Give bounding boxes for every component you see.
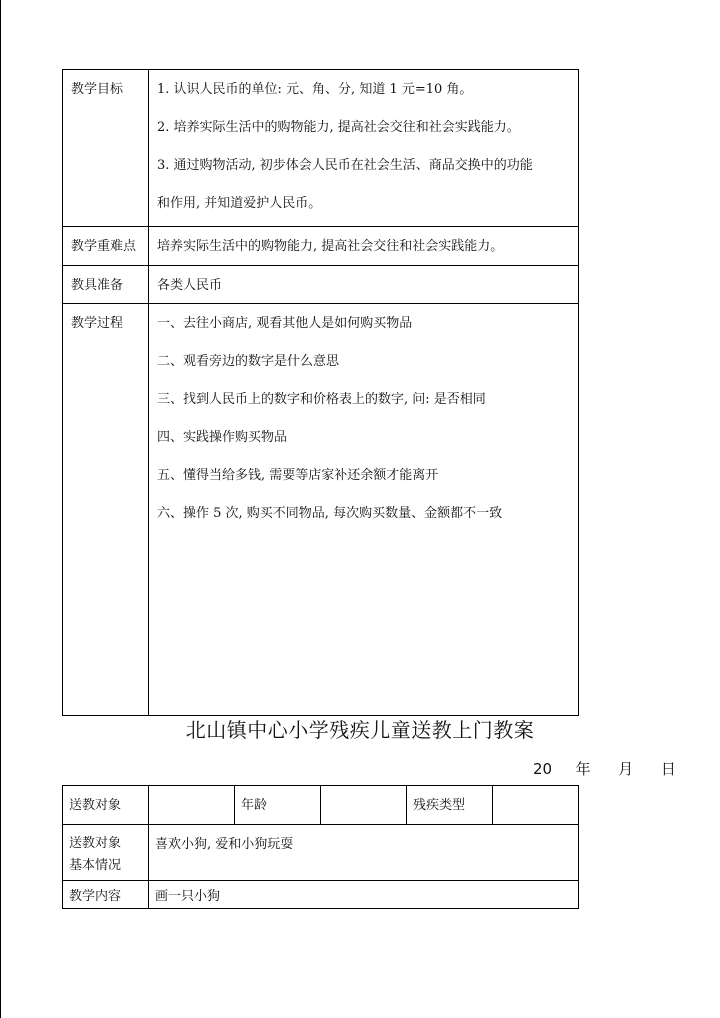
process-step: 三、找到人民币上的数字和价格表上的数字, 问: 是否相同 — [157, 392, 486, 407]
date-day: 日 — [660, 760, 676, 778]
basic-value-cell — [149, 825, 579, 881]
disability-value — [493, 786, 578, 794]
process-step: 五、懂得当给多钱, 需要等店家补还余额才能离开 — [157, 468, 439, 483]
process-step: 二、观看旁边的数字是什么意思 — [157, 354, 340, 369]
target-label: 送教对象 — [69, 798, 122, 813]
key-points-text: 培养实际生活中的购物能力, 提高社会交往和社会实践能力。 — [157, 239, 504, 254]
process-step: 四、实践操作购买物品 — [157, 430, 288, 445]
process-row — [63, 304, 579, 716]
goal-line: 2. 培养实际生活中的购物能力, 提高社会交往和社会实践能力。 — [157, 120, 520, 135]
content-label: 教学内容 — [69, 889, 122, 904]
age-value — [321, 786, 406, 794]
age-value-cell — [321, 786, 407, 825]
goals-label: 教学目标 — [71, 82, 124, 97]
goals-label-cell — [63, 70, 149, 227]
materials-label-cell — [63, 266, 149, 304]
process-label: 教学过程 — [71, 316, 124, 331]
goals-row — [63, 70, 579, 227]
basic-info-row — [63, 825, 579, 881]
page-left-edge — [0, 0, 1, 1018]
target-value-cell — [149, 786, 235, 825]
disability-label: 残疾类型 — [413, 798, 466, 813]
materials-text: 各类人民币 — [157, 278, 223, 293]
goals-cell — [149, 70, 579, 227]
target-value — [149, 786, 234, 794]
process-step: 六、操作 5 次, 购买不同物品, 每次购买数量、金额都不一致 — [157, 506, 503, 521]
date-line — [533, 758, 676, 779]
content-value-cell — [149, 881, 579, 909]
content-value: 画一只小狗 — [155, 889, 221, 904]
disability-value-cell — [493, 786, 579, 825]
basic-label-cell — [63, 825, 149, 881]
key-points-row — [63, 227, 579, 266]
materials-row — [63, 266, 579, 304]
materials-cell — [149, 266, 579, 304]
goal-line: 1. 认识人民币的单位: 元、角、分, 知道 1 元=10 角。 — [157, 82, 473, 97]
student-info-row — [63, 786, 579, 825]
age-label: 年龄 — [241, 798, 268, 813]
process-label-cell — [63, 304, 149, 716]
key-points-label: 教学重难点 — [71, 239, 137, 254]
document-title: 北山镇中心小学残疾儿童送教上门教案 — [185, 718, 535, 742]
target-label-cell — [63, 786, 149, 825]
basic-value: 喜欢小狗, 爱和小狗玩耍 — [155, 837, 294, 852]
date-year: 年 — [575, 760, 591, 778]
disability-label-cell — [407, 786, 493, 825]
key-points-label-cell — [63, 227, 149, 266]
materials-label: 教具准备 — [71, 278, 124, 293]
content-row — [63, 881, 579, 909]
process-cell — [149, 304, 579, 716]
content-label-cell — [63, 881, 149, 909]
process-step: 一、去往小商店, 观看其他人是如何购买物品 — [157, 316, 413, 331]
basic-label-line1: 送教对象 — [69, 836, 122, 851]
basic-label-line2: 基本情况 — [69, 858, 122, 873]
goal-line: 3. 通过购物活动, 初步体会人民币在社会生活、商品交换中的功能 — [157, 158, 533, 173]
lesson-plan-table — [62, 69, 579, 716]
date-month: 月 — [618, 760, 634, 778]
date-year-prefix: 20 — [533, 760, 553, 778]
age-label-cell — [235, 786, 321, 825]
student-info-table — [62, 785, 579, 909]
goal-line: 和作用, 并知道爱护人民币。 — [157, 196, 322, 211]
key-points-cell — [149, 227, 579, 266]
